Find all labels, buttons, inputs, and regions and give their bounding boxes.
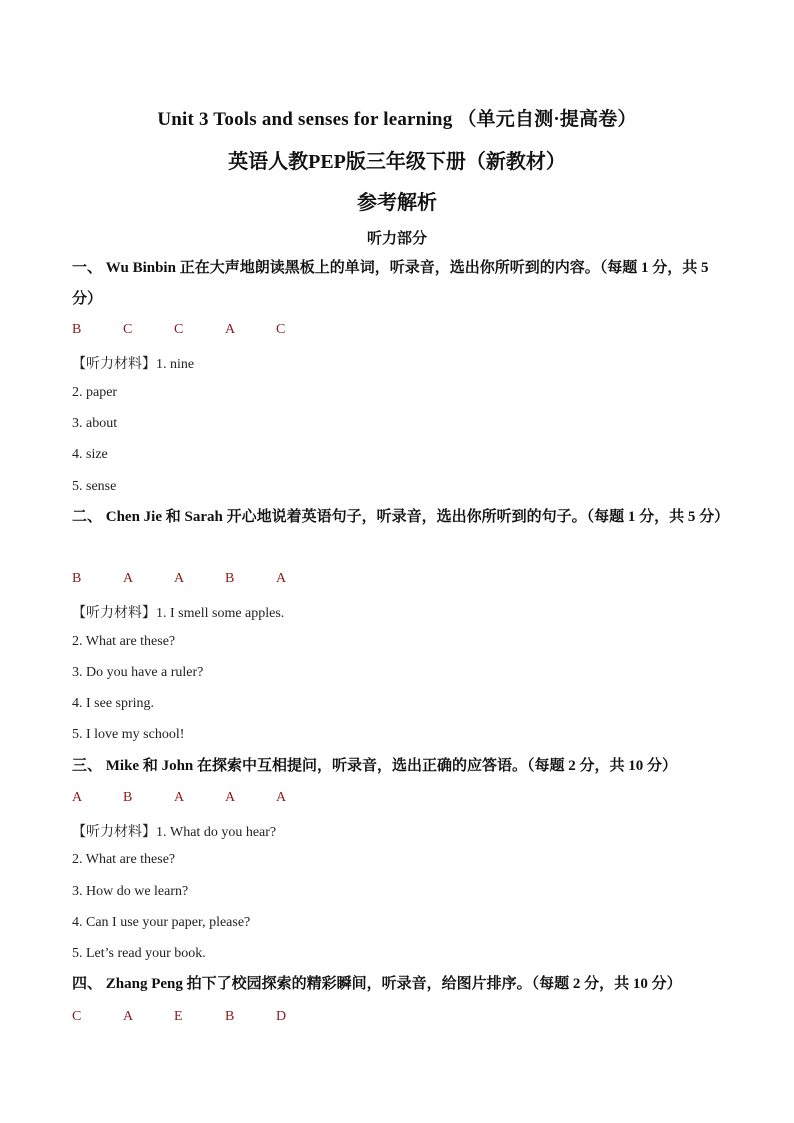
- material-line: [72, 602, 732, 622]
- title-chinese: 英语人教PEP版三年级下册（新教材）: [228, 151, 566, 173]
- material-line: 5. Let’s read your book.: [72, 946, 206, 961]
- section-2-title: 二、 Chen Jie 和 Sarah 开心地说着英语句子，听录音，选出你所听到的句子。（每题 1 分，共 5 分）: [72, 509, 730, 525]
- material-line: 2. paper: [72, 385, 118, 400]
- answer-5: D: [276, 1009, 287, 1024]
- section-3-answers: [72, 790, 732, 806]
- answer-3: C: [174, 322, 184, 337]
- section-2-answers: [72, 571, 732, 587]
- material-text: 1. What do you hear?: [156, 825, 277, 840]
- answer-1: C: [72, 1009, 82, 1024]
- subtitle: 参考解析: [357, 192, 437, 214]
- answer-1: A: [72, 790, 83, 805]
- section-1-title: 一、 Wu Binbin 正在大声地朗读黑板上的单词，听录音，选出你所听到的内容。（每题 1 分，共 5 分）: [72, 260, 709, 307]
- material-label: 【听力材料】: [72, 606, 156, 621]
- material-text: 1. I smell some apples.: [156, 606, 285, 621]
- material-line: 3. How do we learn?: [72, 884, 189, 899]
- answer-2: C: [123, 322, 133, 337]
- part-heading: 听力部分: [366, 231, 427, 247]
- title-english: Unit 3 Tools and senses for learning （单元自测·提高卷）: [157, 109, 637, 130]
- material-line: 4. I see spring.: [72, 696, 155, 711]
- answer-3: E: [174, 1009, 183, 1024]
- section-3-title: 三、 Mike 和 John 在探索中互相提问，听录音，选出正确的应答语。（每题 2 分，共 10 分）: [72, 758, 678, 774]
- answer-5: C: [276, 322, 286, 337]
- material-line: 4. size: [72, 447, 108, 462]
- answer-4: A: [225, 322, 236, 337]
- material-line: 3. Do you have a ruler?: [72, 665, 204, 680]
- material-line: 2. What are these?: [72, 852, 176, 867]
- answer-1: B: [72, 322, 82, 337]
- material-label: 【听力材料】: [72, 825, 156, 840]
- answer-4: B: [225, 1009, 235, 1024]
- answer-1: B: [72, 571, 82, 586]
- material-text: 1. nine: [156, 357, 195, 372]
- section-1-answers: [72, 322, 732, 338]
- answer-2: A: [123, 571, 134, 586]
- material-line: 2. What are these?: [72, 634, 176, 649]
- answer-3: A: [174, 790, 185, 805]
- material-line: 3. about: [72, 416, 118, 431]
- section-4-title: 四、 Zhang Peng 拍下了校园探索的精彩瞬间，听录音，给图片排序。（每题 2 分，共 10 分）: [72, 976, 682, 992]
- material-line: [72, 821, 732, 841]
- material-line: 5. I love my school!: [72, 727, 185, 742]
- material-line: 4. Can I use your paper, please?: [72, 915, 251, 930]
- answer-5: A: [276, 790, 287, 805]
- answer-4: B: [225, 571, 235, 586]
- answer-4: A: [225, 790, 236, 805]
- material-label: 【听力材料】: [72, 357, 156, 372]
- material-line: [72, 353, 732, 373]
- answer-2: B: [123, 790, 133, 805]
- answer-2: A: [123, 1009, 134, 1024]
- answer-3: A: [174, 571, 185, 586]
- section-4-answers: [72, 1009, 732, 1025]
- answer-5: A: [276, 571, 287, 586]
- material-line: 5. sense: [72, 479, 117, 494]
